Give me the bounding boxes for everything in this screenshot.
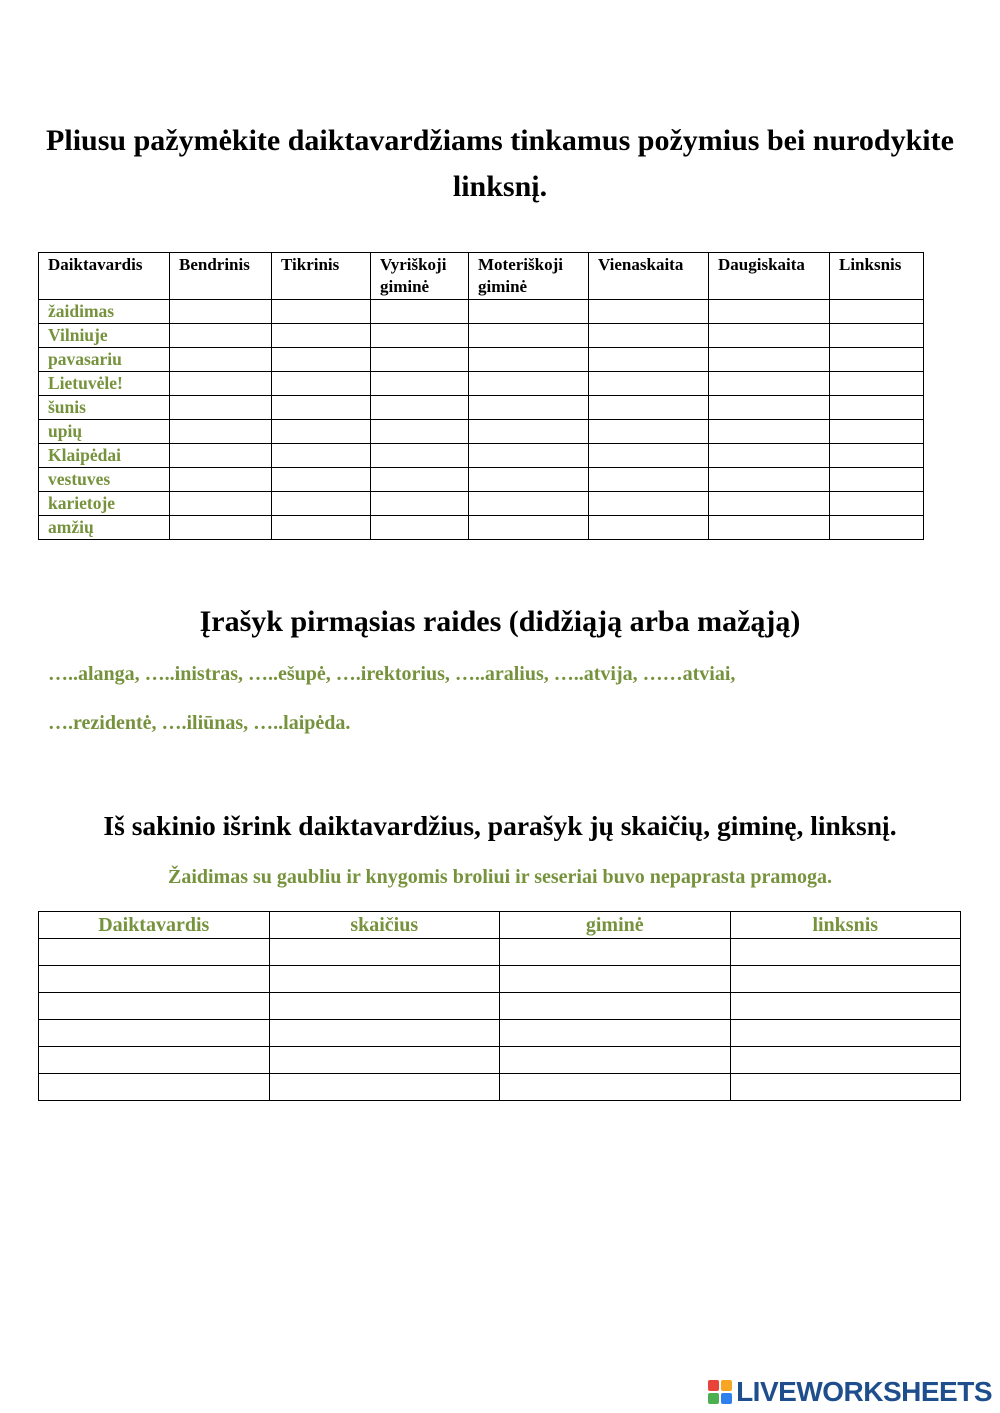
- answer-cell[interactable]: [709, 372, 830, 396]
- header-masculine: Vyriškoji giminė: [371, 253, 469, 300]
- answer-cell[interactable]: [730, 966, 961, 993]
- header-plural: Daugiskaita: [709, 253, 830, 300]
- header-case: Linksnis: [830, 253, 924, 300]
- section3-title: Iš sakinio išrink daiktavardžius, parašyk jų skaičių, giminę, linksnį.: [103, 810, 897, 841]
- answer-cell[interactable]: [469, 300, 589, 324]
- answer-cell[interactable]: [170, 348, 272, 372]
- table-row: [39, 492, 924, 516]
- noun-cell: žaidimas: [39, 300, 170, 324]
- table-row: [39, 966, 961, 993]
- answer-cell[interactable]: [830, 324, 924, 348]
- answer-cell[interactable]: [39, 1020, 270, 1047]
- answer-cell[interactable]: [500, 966, 731, 993]
- answer-cell[interactable]: [170, 300, 272, 324]
- answer-cell[interactable]: [272, 348, 371, 372]
- answer-cell[interactable]: [589, 348, 709, 372]
- table-row: [39, 939, 961, 966]
- table-row: [39, 444, 924, 468]
- answer-cell[interactable]: [830, 420, 924, 444]
- answer-cell[interactable]: [371, 444, 469, 468]
- answer-cell[interactable]: [469, 420, 589, 444]
- answer-cell[interactable]: [709, 324, 830, 348]
- table-header-row: [39, 253, 924, 300]
- answer-cell[interactable]: [170, 420, 272, 444]
- answer-cell[interactable]: [500, 1047, 731, 1074]
- answer-cell[interactable]: [371, 324, 469, 348]
- answer-cell[interactable]: [170, 516, 272, 540]
- answer-cell[interactable]: [269, 939, 500, 966]
- answer-cell[interactable]: [709, 348, 830, 372]
- table-row: [39, 468, 924, 492]
- answer-cell[interactable]: [709, 396, 830, 420]
- answer-cell[interactable]: [500, 939, 731, 966]
- header-noun: Daiktavardis: [39, 912, 270, 939]
- fill-in-line-1[interactable]: …..alanga, …..inistras, …..ešupė, ….irektorius, …..aralius, …..atvija, ……atviai,: [48, 663, 736, 685]
- answer-cell[interactable]: [830, 396, 924, 420]
- header-feminine: Moteriškoji giminė: [469, 253, 589, 300]
- answer-cell[interactable]: [272, 492, 371, 516]
- answer-cell[interactable]: [589, 516, 709, 540]
- noun-cell: Vilniuje: [39, 324, 170, 348]
- answer-cell[interactable]: [830, 468, 924, 492]
- answer-cell[interactable]: [469, 516, 589, 540]
- answer-cell[interactable]: [730, 1047, 961, 1074]
- answer-cell[interactable]: [371, 516, 469, 540]
- answer-cell[interactable]: [589, 396, 709, 420]
- table-row: [39, 420, 924, 444]
- answer-cell[interactable]: [269, 1020, 500, 1047]
- noun-analysis-table: [38, 911, 961, 1101]
- answer-cell[interactable]: [500, 993, 731, 1020]
- liveworksheets-logo: [708, 1376, 992, 1408]
- example-sentence: Žaidimas su gaubliu ir knygomis broliui ir seseriai buvo nepaprasta pramoga.: [167, 866, 832, 888]
- answer-cell[interactable]: [589, 444, 709, 468]
- table-row: [39, 1020, 961, 1047]
- answer-cell[interactable]: [170, 324, 272, 348]
- logo-text: LIVEWORKSHEETS: [736, 1376, 992, 1407]
- answer-cell[interactable]: [709, 444, 830, 468]
- table-row: [39, 1047, 961, 1074]
- answer-cell[interactable]: [272, 300, 371, 324]
- answer-cell[interactable]: [170, 444, 272, 468]
- answer-cell[interactable]: [272, 516, 371, 540]
- answer-cell[interactable]: [830, 516, 924, 540]
- answer-cell[interactable]: [371, 420, 469, 444]
- answer-cell[interactable]: [371, 300, 469, 324]
- answer-cell[interactable]: [589, 420, 709, 444]
- noun-features-table: [38, 252, 924, 540]
- answer-cell[interactable]: [469, 492, 589, 516]
- noun-cell: amžių: [39, 516, 170, 540]
- section2-title: Įrašyk pirmąsias raides (didžiąją arba mažąją): [199, 605, 801, 638]
- noun-cell: Klaipėdai: [39, 444, 170, 468]
- logo-square: [708, 1393, 719, 1404]
- answer-cell[interactable]: [730, 993, 961, 1020]
- logo-square: [721, 1380, 732, 1391]
- header-gender: giminė: [500, 912, 731, 939]
- answer-cell[interactable]: [272, 420, 371, 444]
- answer-cell[interactable]: [589, 372, 709, 396]
- answer-cell[interactable]: [272, 444, 371, 468]
- answer-cell[interactable]: [500, 1074, 731, 1101]
- answer-cell[interactable]: [469, 444, 589, 468]
- header-common: Bendrinis: [170, 253, 272, 300]
- answer-cell[interactable]: [371, 468, 469, 492]
- answer-cell[interactable]: [272, 468, 371, 492]
- answer-cell[interactable]: [709, 492, 830, 516]
- logo-square: [721, 1393, 732, 1404]
- answer-cell[interactable]: [830, 372, 924, 396]
- answer-cell[interactable]: [371, 492, 469, 516]
- fill-in-line-2[interactable]: ….rezidentė, ….iliūnas, …..laipėda.: [48, 712, 351, 734]
- answer-cell[interactable]: [469, 372, 589, 396]
- table-row: [39, 324, 924, 348]
- answer-cell[interactable]: [730, 1074, 961, 1101]
- answer-cell[interactable]: [269, 993, 500, 1020]
- answer-cell[interactable]: [469, 324, 589, 348]
- table-row: [39, 396, 924, 420]
- answer-cell[interactable]: [589, 468, 709, 492]
- header-number: skaičius: [269, 912, 500, 939]
- table-row: [39, 516, 924, 540]
- noun-cell: šunis: [39, 396, 170, 420]
- answer-cell[interactable]: [709, 420, 830, 444]
- answer-cell[interactable]: [170, 372, 272, 396]
- table-row: [39, 1074, 961, 1101]
- answer-cell[interactable]: [272, 396, 371, 420]
- answer-cell[interactable]: [730, 1020, 961, 1047]
- table-row: [39, 372, 924, 396]
- answer-cell[interactable]: [709, 516, 830, 540]
- header-proper: Tikrinis: [272, 253, 371, 300]
- answer-cell[interactable]: [500, 1020, 731, 1047]
- answer-cell[interactable]: [830, 492, 924, 516]
- answer-cell[interactable]: [170, 492, 272, 516]
- table-row: [39, 300, 924, 324]
- answer-cell[interactable]: [830, 300, 924, 324]
- answer-cell[interactable]: [830, 348, 924, 372]
- header-case: linksnis: [730, 912, 961, 939]
- logo-square: [708, 1380, 719, 1391]
- answer-cell[interactable]: [269, 1047, 500, 1074]
- table-header-row: [39, 912, 961, 939]
- section1-title: Pliusu pažymėkite daiktavardžiams tinkamus požymius bei nurodykite linksnį.: [46, 124, 954, 203]
- answer-cell[interactable]: [371, 372, 469, 396]
- answer-cell[interactable]: [39, 1047, 270, 1074]
- noun-cell: Lietuvėle!: [39, 372, 170, 396]
- answer-cell[interactable]: [39, 939, 270, 966]
- answer-cell[interactable]: [269, 966, 500, 993]
- answer-cell[interactable]: [830, 444, 924, 468]
- noun-cell: vestuves: [39, 468, 170, 492]
- answer-cell[interactable]: [371, 348, 469, 372]
- header-singular: Vienaskaita: [589, 253, 709, 300]
- answer-cell[interactable]: [371, 396, 469, 420]
- answer-cell[interactable]: [269, 1074, 500, 1101]
- answer-cell[interactable]: [272, 324, 371, 348]
- table-row: [39, 348, 924, 372]
- answer-cell[interactable]: [730, 939, 961, 966]
- answer-cell[interactable]: [170, 396, 272, 420]
- answer-cell[interactable]: [709, 468, 830, 492]
- noun-cell: pavasariu: [39, 348, 170, 372]
- answer-cell[interactable]: [589, 300, 709, 324]
- answer-cell[interactable]: [170, 468, 272, 492]
- logo-mark-icon: [708, 1380, 732, 1404]
- table-row: [39, 993, 961, 1020]
- answer-cell[interactable]: [469, 348, 589, 372]
- noun-cell: karietoje: [39, 492, 170, 516]
- answer-cell[interactable]: [469, 468, 589, 492]
- answer-cell[interactable]: [272, 372, 371, 396]
- answer-cell[interactable]: [469, 396, 589, 420]
- answer-cell[interactable]: [39, 993, 270, 1020]
- answer-cell[interactable]: [39, 966, 270, 993]
- answer-cell[interactable]: [709, 300, 830, 324]
- noun-cell: upių: [39, 420, 170, 444]
- answer-cell[interactable]: [39, 1074, 270, 1101]
- answer-cell[interactable]: [589, 324, 709, 348]
- answer-cell[interactable]: [589, 492, 709, 516]
- header-noun: Daiktavardis: [39, 253, 170, 300]
